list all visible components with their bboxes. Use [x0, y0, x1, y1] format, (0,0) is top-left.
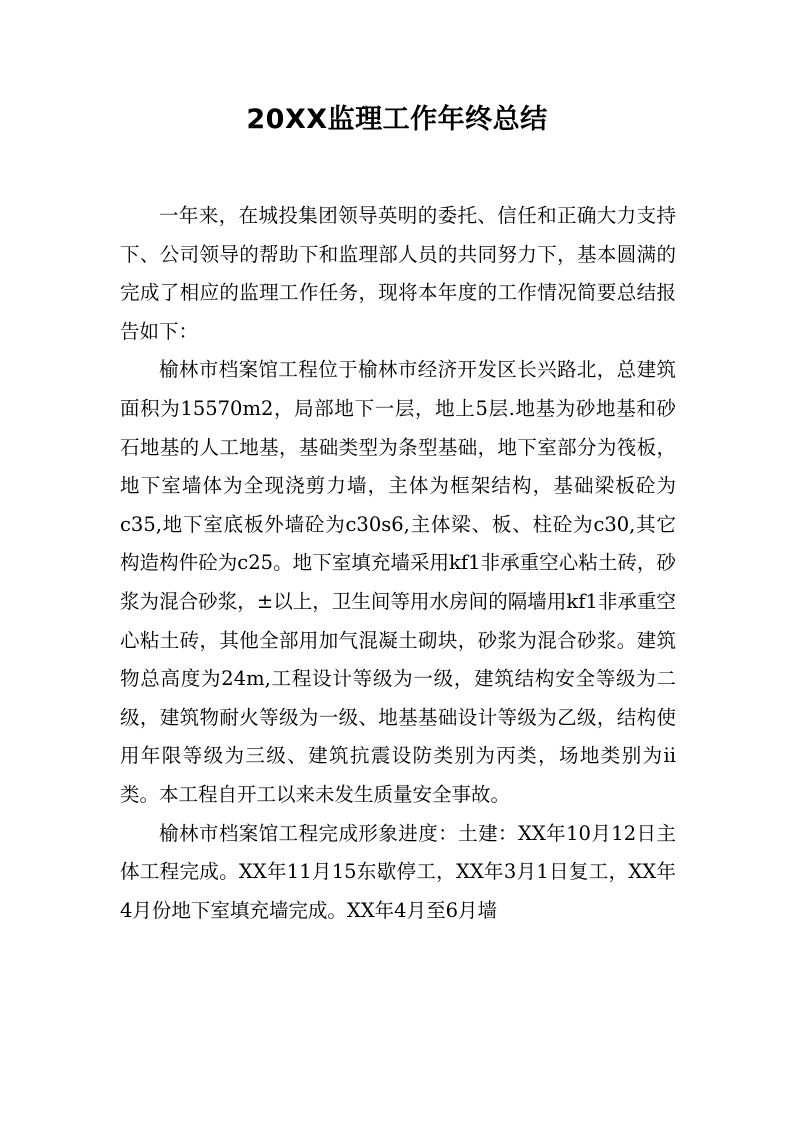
document-title: 20XX监理工作年终总结 — [246, 104, 548, 135]
document-body — [120, 197, 676, 930]
paragraph-progress: 榆林市档案馆工程完成形象进度：土建：XX年10月12日主体工程完成。XX年11月15东歇停工，XX年3月1日复工，XX年4月份地下室填充墙完成。XX年4月至6月墙 — [120, 821, 676, 922]
paragraph-project-overview: 榆林市档案馆工程位于榆林市经济开发区长兴路北，总建筑面积为15570m2，局部地下一层，地上5层.地基为砂地基和砂石地基的人工地基，基础类型为条型基础，地下室部分为筏板，地下室墙体为全现浇剪力墙，主体为框架结构，基础梁板砼为c35,地下室底板外墙砼为c30s6,主体梁、板、柱砼为c30,其它构造构件砼为c25。地下室填充墙采用kf1非承重空心粘土砖，砂浆为混合砂浆，±以上，卫生间等用水房间的隔墙用kf1非承重空心粘土砖，其他全部用加气混凝土砌块，砂浆为混合砂浆。建筑物总高度为24m,工程设计等级为一级，建筑结构安全等级为二级，建筑物耐火等级为一级、地基基础设计等级为乙级，结构使用年限等级为三级、建筑抗震设防类别为丙类，场地类别为ii类。本工程自开工以来未发生质量安全事故。 — [120, 358, 676, 806]
paragraph-intro: 一年来，在城投集团领导英明的委托、信任和正确大力支持下、公司领导的帮助下和监理部人员的共同努力下，基本圆满的完成了相应的监理工作任务，现将本年度的工作情况简要总结报告如下： — [120, 204, 676, 343]
